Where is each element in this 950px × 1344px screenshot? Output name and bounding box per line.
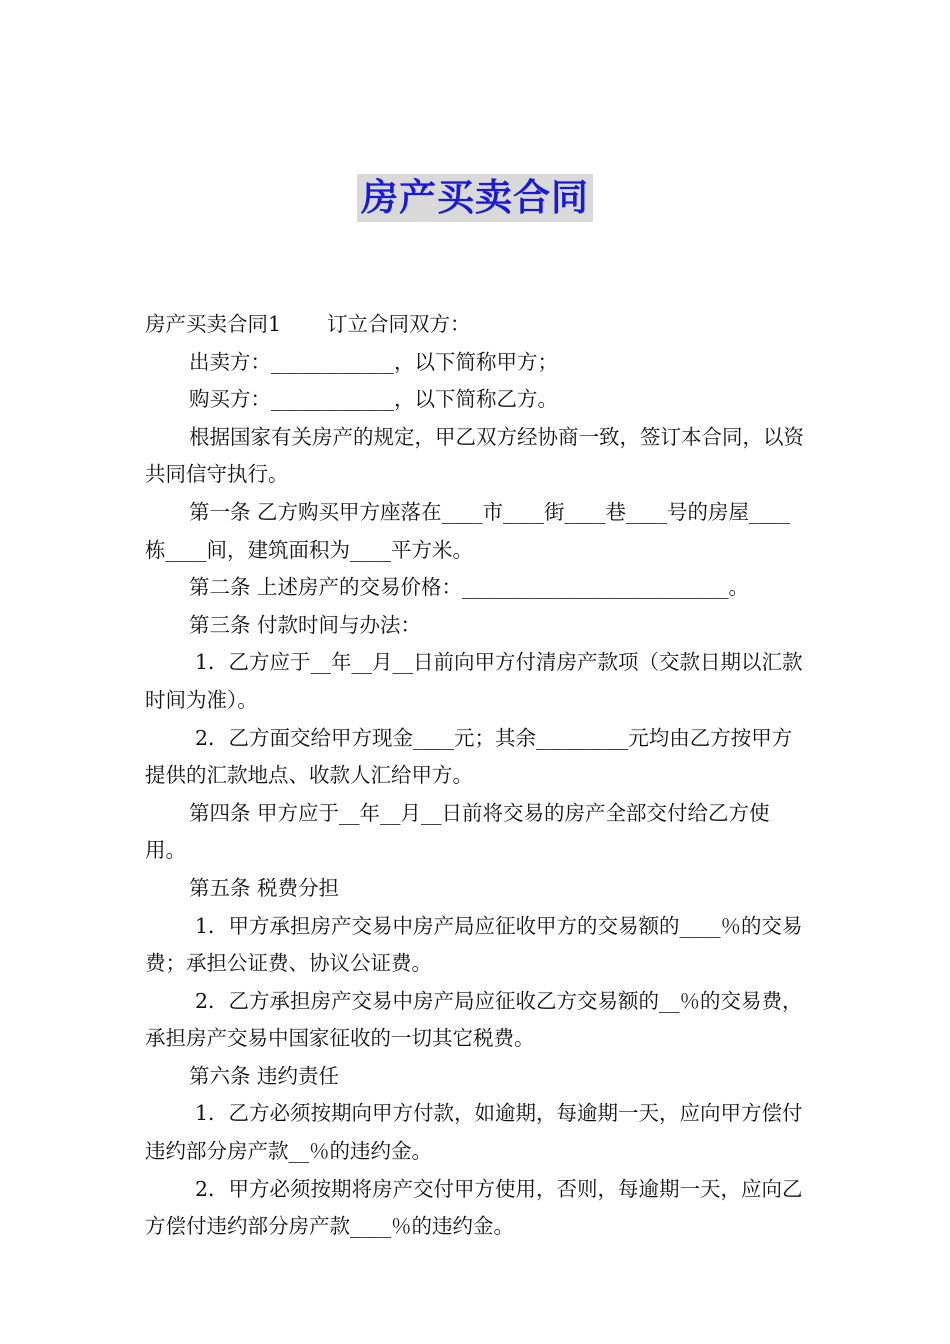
contract-number: 房产买卖合同1 (145, 312, 282, 336)
article-5-clause-1: 1．甲方承担房产交易中房产局应征收甲方的交易额的____％的交易费；承担公证费、协议公证费。 (145, 913, 803, 976)
article-1: 第一条 乙方购买甲方座落在____市____街____巷____号的房屋____栋____间，建筑面积为____平方米。 (145, 499, 791, 562)
article-5-clause-2: 2．乙方承担房产交易中房产局应征收乙方交易额的__％的交易费，承担房产交易中国家征收的一切其它税费。 (145, 988, 803, 1051)
document-title: 房产买卖合同 (357, 174, 593, 222)
article-4: 第四条 甲方应于__年__月__日前将交易的房产全部交付给乙方使用。 (145, 800, 770, 863)
article-3-clause-1: 1．乙方应于__年__月__日前向甲方付清房产款项（交款日期以汇款时间为准）。 (145, 650, 803, 712)
article-3-clause-2: 2．乙方面交给甲方现金____元；其余_________元均由乙方按甲方提供的汇款地点、收款人汇给甲方。 (145, 725, 793, 788)
article-5-heading: 第五条 税费分担 (189, 875, 340, 900)
parties-heading: 订立合同双方： (327, 312, 471, 336)
article-6-clause-2: 2．甲方必须按期将房产交付甲方使用，否则，每逾期一天，应向乙方偿付违约部分房产款____％的违约金。 (145, 1176, 803, 1239)
article-6-clause-1: 1．乙方必须按期向甲方付款，如逾期，每逾期一天，应向甲方偿付违约部分房产款__％的违约金。 (145, 1101, 803, 1164)
contract-heading (145, 306, 810, 344)
buyer-line: 购买方：____________，以下简称乙方。 (189, 387, 558, 412)
title-wrapper (0, 174, 950, 222)
document-body (145, 306, 810, 1246)
article-2: 第二条 上述房产的交易价格：__________________________。 (189, 575, 750, 600)
preamble: 根据国家有关房产的规定，甲乙双方经协商一致，签订本合同，以资共同信守执行。 (145, 424, 804, 487)
seller-line: 出卖方：____________，以下简称甲方； (189, 349, 558, 374)
article-6-heading: 第六条 违约责任 (189, 1063, 340, 1088)
article-3-heading: 第三条 付款时间与办法： (189, 612, 422, 637)
